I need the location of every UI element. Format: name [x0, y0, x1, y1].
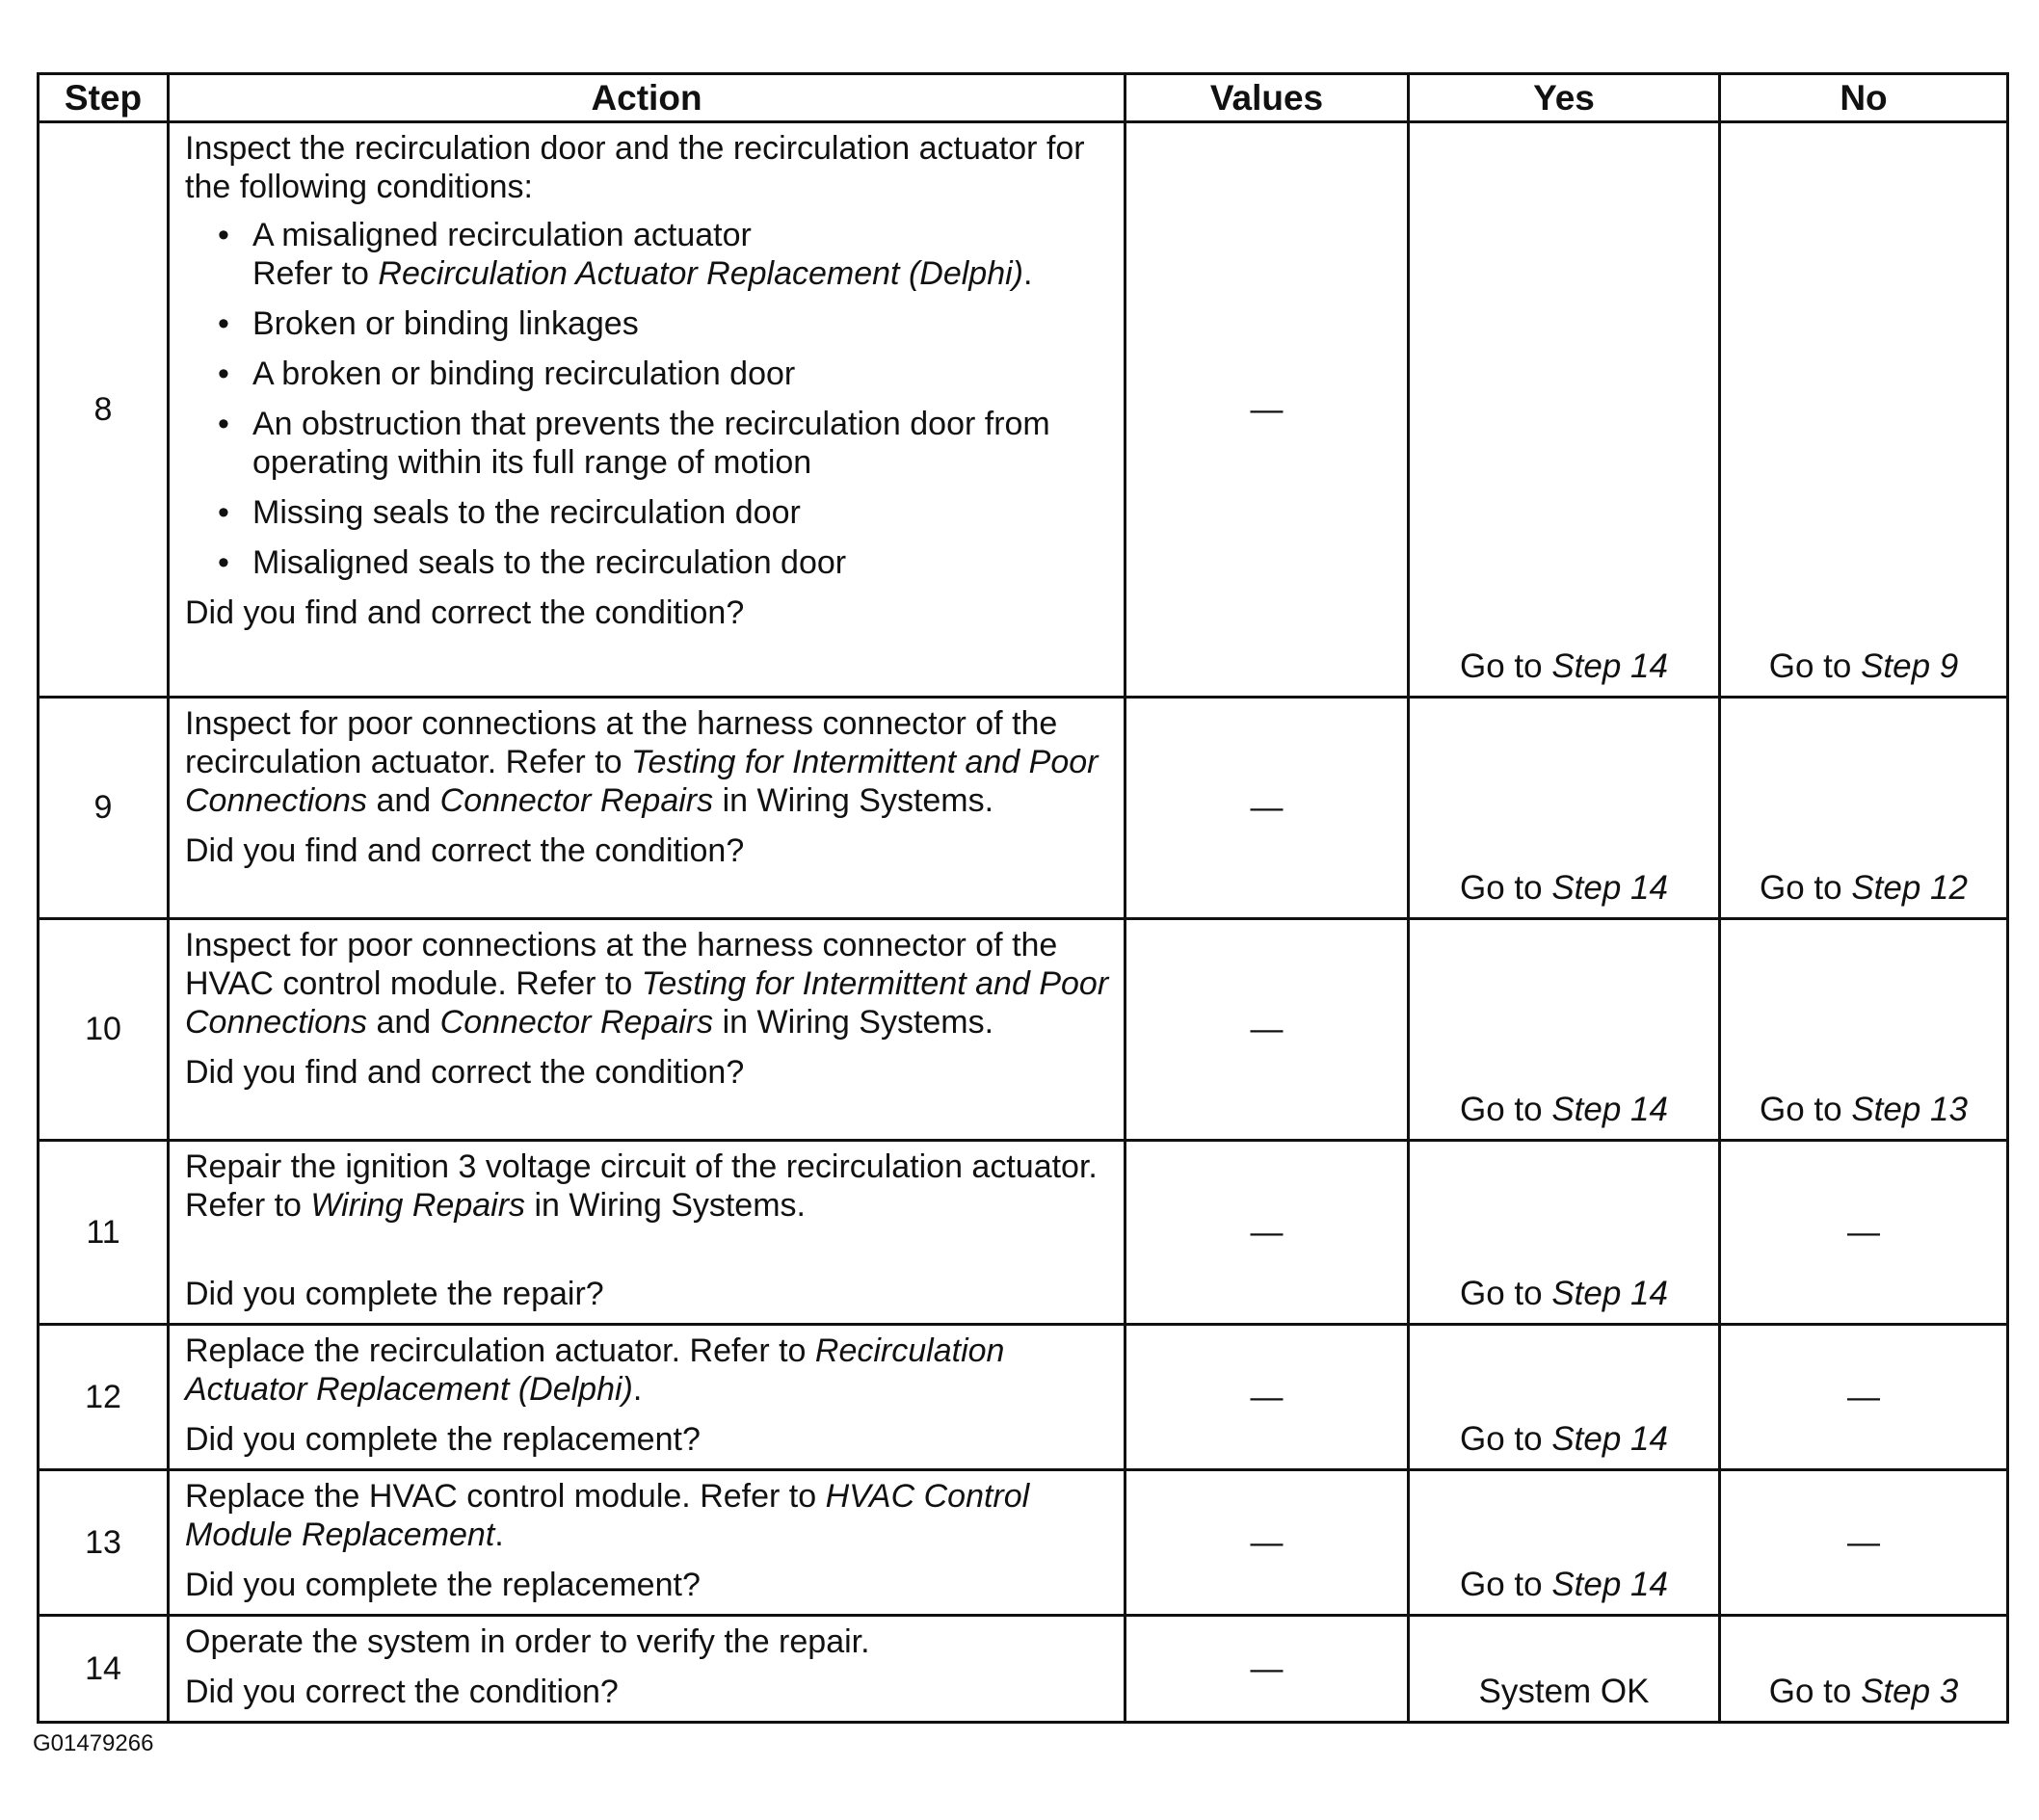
yes-text: Go to	[1460, 647, 1552, 685]
diagnostic-table-container	[37, 72, 2006, 1724]
yes-step-link[interactable]: Step 14	[1551, 1420, 1668, 1458]
list-item: • Misaligned seals to the recirculation door	[252, 543, 1112, 582]
no-cell: —	[1720, 1141, 2008, 1325]
action-question: Did you find and correct the condition?	[185, 832, 745, 869]
value-cell: —	[1125, 122, 1409, 698]
action-cell	[169, 1470, 1125, 1616]
yes-text: Go to	[1460, 1566, 1552, 1603]
no-step-link[interactable]: Step 13	[1851, 1091, 1968, 1128]
reference-line	[252, 254, 1112, 293]
action-text	[185, 1477, 1112, 1554]
table-row-step-11	[39, 1141, 2008, 1325]
reference-link[interactable]: Recirculation Actuator Replacement (Delphi)	[378, 255, 1023, 292]
header-yes: Yes	[1409, 74, 1720, 122]
no-cell	[1720, 1616, 2008, 1723]
list-item: • A broken or binding recirculation door	[252, 355, 1112, 393]
reference-link[interactable]: Testing for Intermittent and Poor Connections	[185, 744, 1099, 819]
value-cell: —	[1125, 1470, 1409, 1616]
action-text-part: Replace the recirculation actuator. Refer to	[185, 1332, 815, 1369]
reference-link[interactable]: Recirculation Actuator Replacement (Delphi)	[185, 1332, 1005, 1408]
table-row-step-13	[39, 1470, 2008, 1616]
reference-link[interactable]: Wiring Repairs	[310, 1187, 526, 1224]
reference-link[interactable]: Connector Repairs	[439, 782, 714, 819]
step-number: 8	[39, 122, 169, 698]
table-row-step-10	[39, 919, 2008, 1141]
yes-step-link[interactable]: Step 14	[1551, 1566, 1668, 1603]
reference-link[interactable]: Connector Repairs	[439, 1004, 714, 1041]
yes-step-link[interactable]: Step 14	[1551, 869, 1668, 907]
header-action: Action	[169, 74, 1125, 122]
header-step: Step	[39, 74, 169, 122]
list-item	[252, 216, 1112, 293]
step-number: 14	[39, 1616, 169, 1723]
no-text: Go to	[1768, 1673, 1862, 1710]
yes-text: Go to	[1460, 1420, 1552, 1458]
action-cell	[169, 1616, 1125, 1723]
action-question: Did you complete the replacement?	[185, 1567, 701, 1603]
list-item: • An obstruction that prevents the recirculation door from operating within its full range of motion	[252, 405, 1112, 482]
action-text-part: .	[494, 1517, 504, 1553]
yes-cell	[1409, 1470, 1720, 1616]
condition-text: A misaligned recirculation actuator	[252, 217, 752, 253]
action-cell	[169, 919, 1125, 1141]
yes-cell	[1409, 698, 1720, 919]
diagnostic-table	[37, 72, 2009, 1724]
action-cell	[169, 1325, 1125, 1470]
yes-text: Go to	[1460, 869, 1552, 907]
no-text: Go to	[1760, 869, 1852, 907]
action-text-part: Inspect for poor connections at the harness connector of the HVAC control module. Refer to	[185, 927, 1058, 1002]
reference-text: Refer to	[252, 255, 379, 292]
action-text-part: Inspect for poor connections at the harness connector of the recirculation actuator. Refer to	[185, 705, 1058, 780]
header-values: Values	[1125, 74, 1409, 122]
no-cell: —	[1720, 1470, 2008, 1616]
yes-text: Go to	[1460, 1275, 1552, 1312]
yes-step-link[interactable]: Step 14	[1551, 647, 1668, 685]
action-cell	[169, 122, 1125, 698]
yes-cell	[1409, 1141, 1720, 1325]
reference-link[interactable]: Testing for Intermittent and Poor Connections	[185, 965, 1109, 1041]
no-step-link[interactable]: Step 12	[1851, 869, 1968, 907]
step-number: 11	[39, 1141, 169, 1325]
action-text-part: in Wiring Systems.	[713, 782, 994, 819]
action-cell	[169, 1141, 1125, 1325]
no-cell	[1720, 122, 2008, 698]
action-text	[185, 1332, 1112, 1409]
no-text: Go to	[1760, 1091, 1852, 1128]
action-text-part: in Wiring Systems.	[525, 1187, 806, 1224]
table-row-step-12	[39, 1325, 2008, 1470]
action-text: Operate the system in order to verify the repair.	[185, 1623, 870, 1660]
yes-cell	[1409, 919, 1720, 1141]
step-number: 12	[39, 1325, 169, 1470]
action-question: Did you find and correct the condition?	[185, 594, 745, 631]
action-text-part: Replace the HVAC control module. Refer to	[185, 1478, 826, 1515]
action-text-part: Repair the ignition 3 voltage circuit of the recirculation actuator. Refer to	[185, 1148, 1098, 1224]
list-item: • Missing seals to the recirculation door	[252, 493, 1112, 532]
no-cell: —	[1720, 1325, 2008, 1470]
yes-step-link[interactable]: Step 14	[1551, 1091, 1668, 1128]
header-no: No	[1720, 74, 2008, 122]
header-row	[39, 74, 2008, 122]
action-question: Did you complete the replacement?	[185, 1421, 701, 1458]
action-question: Did you correct the condition?	[185, 1674, 619, 1710]
no-step-link[interactable]: Step 9	[1861, 647, 1959, 685]
action-text-part: .	[632, 1371, 643, 1408]
figure-id: G01479266	[33, 1730, 154, 1756]
value-cell: —	[1125, 698, 1409, 919]
value-cell: —	[1125, 919, 1409, 1141]
reference-text: .	[1022, 255, 1033, 292]
step-number: 9	[39, 698, 169, 919]
yes-cell	[1409, 1325, 1720, 1470]
yes-cell: System OK	[1409, 1616, 1720, 1723]
action-question: Did you complete the repair?	[185, 1276, 604, 1312]
yes-text: Go to	[1460, 1091, 1552, 1128]
action-text-part: and	[367, 1004, 440, 1041]
action-text	[185, 1147, 1112, 1225]
action-text-part: and	[367, 782, 440, 819]
action-text	[185, 704, 1112, 820]
value-cell: —	[1125, 1616, 1409, 1723]
table-row-step-8	[39, 122, 2008, 698]
action-cell	[169, 698, 1125, 919]
value-cell: —	[1125, 1141, 1409, 1325]
list-item: • Broken or binding linkages	[252, 304, 1112, 343]
no-step-link[interactable]: Step 3	[1861, 1673, 1959, 1710]
step-number: 10	[39, 919, 169, 1141]
table-row-step-14	[39, 1616, 2008, 1723]
yes-step-link[interactable]: Step 14	[1551, 1275, 1668, 1312]
action-question: Did you find and correct the condition?	[185, 1054, 745, 1091]
condition-list	[185, 216, 1112, 582]
table-row-step-9	[39, 698, 2008, 919]
action-intro: Inspect the recirculation door and the recirculation actuator for the following conditions:	[185, 130, 1085, 205]
yes-cell	[1409, 122, 1720, 698]
action-text-part: in Wiring Systems.	[713, 1004, 994, 1041]
value-cell: —	[1125, 1325, 1409, 1470]
action-text	[185, 926, 1112, 1042]
no-cell	[1720, 919, 2008, 1141]
no-cell	[1720, 698, 2008, 919]
no-text: Go to	[1768, 647, 1862, 685]
step-number: 13	[39, 1470, 169, 1616]
reference-link[interactable]: HVAC Control Module Replacement	[185, 1478, 1030, 1553]
